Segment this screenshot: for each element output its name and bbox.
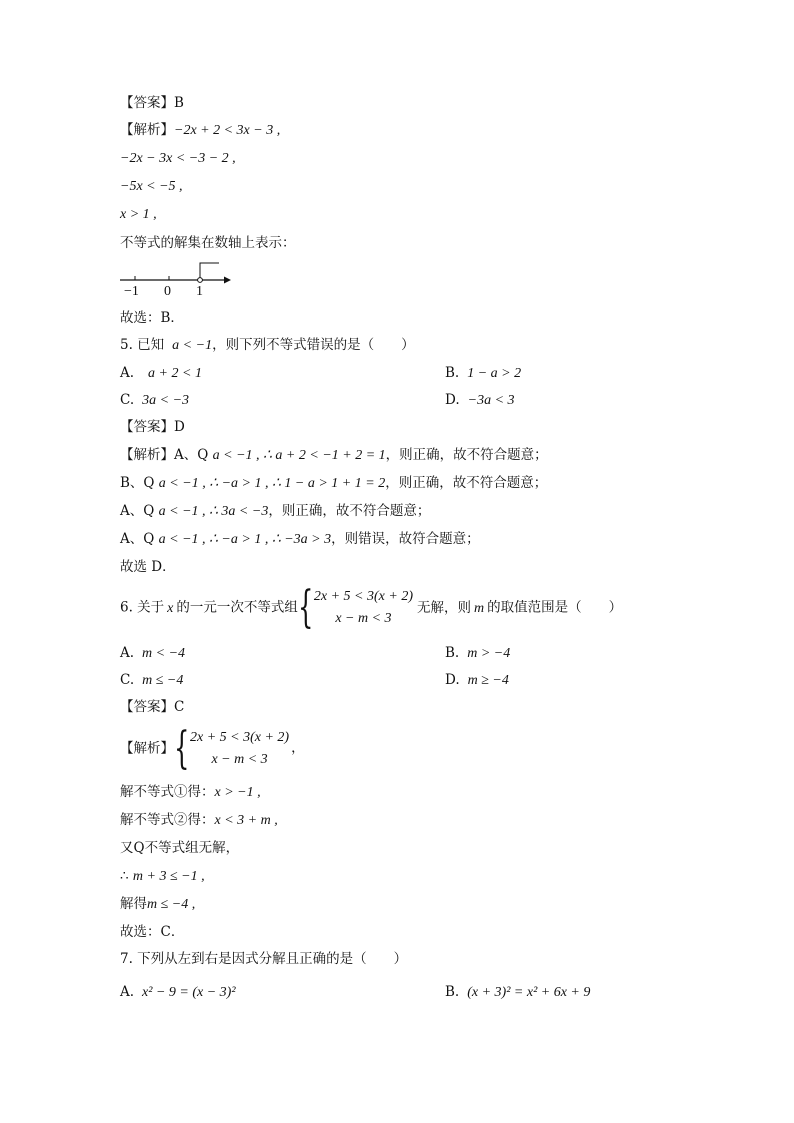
q5-stem-math: a < −1	[172, 338, 213, 353]
q4-answer: 【答案】B	[120, 95, 184, 111]
q7-option-a-letter: A.	[120, 984, 135, 1000]
q6-option-c-letter: C.	[120, 672, 135, 688]
q5-analysis-4-symbol: Q	[143, 531, 155, 547]
q6-step-3	[120, 842, 239, 856]
q6-stem-system-line-2: x − m < 3	[335, 611, 392, 626]
q6-step-1-math: x > −1 ,	[214, 785, 261, 800]
q6-step-1-text: 解不等式①得：	[120, 784, 215, 800]
q6-step-5-math: m ≤ −4 ,	[147, 897, 196, 912]
q5-stem	[120, 339, 415, 353]
q6-stem-var-2: m	[473, 600, 485, 616]
q5-option-b-text: 1 − a > 2	[467, 366, 522, 381]
tick-label-0: 0	[164, 284, 171, 299]
q7-stem: 7. 下列从左到右是因式分解且正确的是（ ）	[120, 951, 408, 967]
tick-label-1: 1	[196, 284, 203, 299]
q6-stem	[120, 582, 623, 633]
open-circle-1	[198, 278, 203, 283]
q5-analysis-line-2	[120, 477, 547, 491]
q6-option-c-text: m ≤ −4	[142, 673, 184, 688]
q6-stem-suffix-1: 无解，则	[416, 599, 471, 616]
q6-step-3-text: 又	[120, 840, 134, 856]
q5-conclusion: 故选 D．	[120, 559, 176, 575]
q7-option-b	[445, 986, 590, 1000]
q5-option-d-text: −3a < 3	[467, 393, 515, 408]
q5-analysis-3-math: a < −1 , ∴ 3a < −3	[158, 504, 269, 519]
q5-stem-prefix: 5. 已知	[120, 337, 165, 353]
q6-analysis-system-line-2: x − m < 3	[211, 752, 268, 767]
q6-step-2-text: 解不等式②得：	[120, 812, 215, 828]
q6-step-2	[120, 814, 278, 828]
q5-option-a-text: a + 2 < 1	[148, 366, 202, 381]
q5-analysis-2-tail: ，则正确，故不符合题意；	[385, 475, 548, 491]
q4-conclusion: 故选：B．	[120, 310, 184, 326]
q6-stem-suffix-2: 的取值范围是（ ）	[487, 599, 623, 616]
q6-option-b	[445, 647, 510, 661]
q4-analysis-line-1	[120, 124, 280, 138]
q6-stem-system	[314, 586, 413, 630]
q5-analysis-3-tail: ，则正确，故不符合题意；	[268, 503, 431, 519]
q6-answer: 【答案】C	[120, 699, 185, 715]
q4-analysis-label: 【解析】	[120, 122, 174, 138]
q6-step-5-text: 解得	[120, 896, 147, 912]
q4-numline-caption: 不等式的解集在数轴上表示：	[120, 235, 296, 251]
q7-option-a	[120, 986, 236, 1000]
q6-step-3-symbol: Q	[133, 840, 145, 856]
q4-step-3: −5x < −5 ,	[120, 179, 183, 194]
q5-analysis-4-prefix: A、	[120, 531, 144, 547]
q6-option-c	[120, 674, 183, 688]
q6-option-d-text: m ≥ −4	[467, 673, 509, 688]
q6-stem-var: x	[167, 600, 174, 616]
q5-analysis-3-prefix: A、	[120, 503, 144, 519]
q5-analysis-1-symbol: Q	[197, 447, 209, 463]
q5-analysis-line-3	[120, 505, 430, 519]
q6-option-b-text: m > −4	[467, 646, 511, 661]
q5-analysis-2-prefix: B、	[120, 475, 144, 491]
q6-step-2-math: x < 3 + m ,	[214, 813, 278, 828]
q6-conclusion: 故选：C．	[120, 924, 185, 940]
q5-option-d-letter: D.	[445, 392, 460, 408]
q6-step-1	[120, 786, 261, 800]
q4-step-1: −2x + 2 < 3x − 3 ,	[174, 123, 281, 138]
q4-step-4: x > 1 ,	[120, 207, 157, 222]
q7-option-b-text: (x + 3)² = x² + 6x + 9	[467, 985, 591, 1000]
q6-analysis-brace: {	[174, 723, 190, 774]
q6-option-a-letter: A.	[120, 645, 135, 661]
q6-stem-system-line-1: 2x + 5 < 3(x + 2)	[313, 589, 413, 604]
q6-option-d-letter: D.	[445, 672, 460, 688]
q6-analysis-label: 【解析】	[120, 740, 174, 757]
q7-option-b-letter: B.	[445, 984, 460, 1000]
q6-analysis-system	[120, 723, 305, 774]
q5-option-b	[445, 367, 521, 381]
q6-analysis-system-line-1: 2x + 5 < 3(x + 2)	[190, 730, 290, 745]
q5-option-d	[445, 394, 515, 408]
q6-stem-prefix: 6. 关于	[120, 599, 165, 616]
q5-analysis-3-symbol: Q	[143, 503, 155, 519]
q6-step-4-text: ∴	[120, 868, 133, 884]
q5-analysis-1-prefix: 【解析】A、	[120, 447, 198, 463]
q5-option-b-letter: B.	[445, 365, 460, 381]
tick-label-neg1: −1	[124, 284, 139, 299]
q6-option-a	[120, 647, 185, 661]
number-line-arrow	[224, 277, 231, 284]
q4-step-2: −2x − 3x < −3 − 2 ,	[120, 151, 236, 166]
q6-stem-brace: {	[297, 582, 314, 633]
q6-option-d	[445, 674, 509, 688]
q6-stem-mid: 的一元一次不等式组	[176, 599, 298, 616]
q6-step-4	[120, 870, 205, 884]
q5-analysis-line-4	[120, 533, 480, 547]
q5-option-a	[120, 367, 202, 381]
solution-ray	[200, 263, 219, 278]
q6-step-5	[120, 898, 195, 912]
q5-option-c-letter: C.	[120, 392, 135, 408]
q5-option-a-letter: A.	[120, 365, 135, 381]
q5-stem-suffix: ，则下列不等式错误的是（ ）	[212, 337, 415, 353]
q5-analysis-2-symbol: Q	[143, 475, 155, 491]
q7-option-a-text: x² − 9 = (x − 3)²	[142, 985, 236, 1000]
q6-step-3-tail: 不等式组无解，	[144, 840, 240, 856]
q5-analysis-2-math: a < −1 , ∴ −a > 1 , ∴ 1 − a > 1 + 1 = 2	[158, 476, 386, 491]
q5-analysis-4-math: a < −1 , ∴ −a > 1 , ∴ −3a > 3	[158, 532, 332, 547]
q6-analysis-system-block	[190, 727, 289, 771]
q5-analysis-4-tail: ，则错误，故符合题意；	[331, 531, 480, 547]
q6-option-a-text: m < −4	[142, 646, 186, 661]
q5-analysis-1-math: a < −1 , ∴ a + 2 < −1 + 2 = 1	[212, 448, 386, 463]
q5-option-c-text: 3a < −3	[142, 393, 190, 408]
q5-answer: 【答案】D	[120, 419, 185, 435]
q6-option-b-letter: B.	[445, 645, 460, 661]
q5-analysis-line-1	[120, 449, 548, 463]
q6-step-4-math: m + 3 ≤ −1 ,	[132, 869, 205, 884]
q6-analysis-system-comma: ，	[291, 740, 305, 757]
q5-analysis-1-tail: ，则正确，故不符合题意；	[385, 447, 548, 463]
q5-option-c	[120, 394, 189, 408]
